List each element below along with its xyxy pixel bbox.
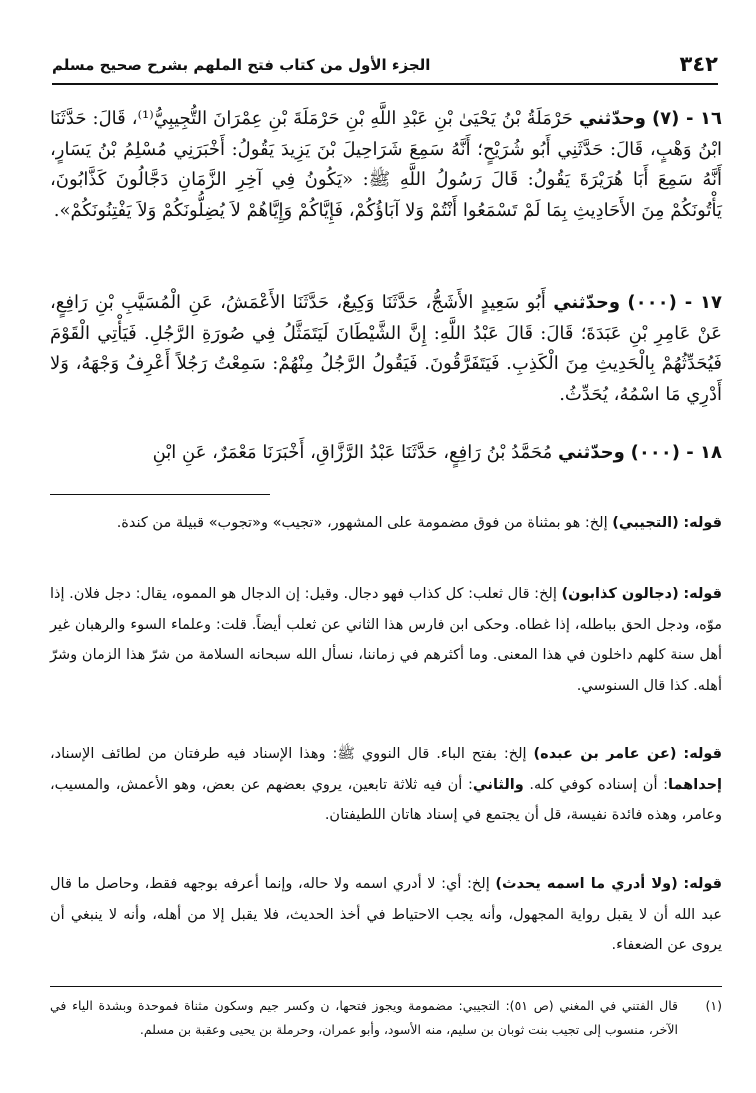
commentary-text: : أن فيه ثلاثة تابعين، يروي بعضهم عن بعض، وهو الأعمش، والمسيب، وعامر، وهذه فائدة نفيسة، قل أن يجتمع في إسناد هاتان اللطيفتان.	[50, 776, 722, 823]
commentary-emphasis: والثاني	[472, 776, 524, 793]
commentary-emphasis: إحداهما	[668, 776, 722, 793]
hadith-number: ١٦ - (٧)	[651, 108, 723, 129]
hadith-intro: وحدّثني	[579, 108, 646, 129]
commentary-keyword: (دجالون كذابون)	[561, 586, 679, 602]
commentary-label: قوله:	[683, 586, 722, 602]
hadith-text: حَرْمَلَةُ بْنُ يَحْيَىٰ بْنِ عَبْدِ اللَّهِ بْنِ حَرْمَلَةَ بْنِ عِمْرَانَ التُّجِيبِيُّ⁽¹⁾، قَالَ: حَدَّثَنَا ابْنُ وَهْبٍ، قَالَ: حَدَّثَنِي أَبُو شُرَيْحٍ؛ أَنَّهُ سَمِعَ شَرَاحِيلَ بْنَ يَزِيدَ يَقُولُ: أَخْبَرَنِي مُسْلِمُ بْنُ يَسَارٍ، أَنَّهُ سَمِعَ أَبَا هُرَيْرَةَ يَقُولُ: قَالَ رَسُولُ اللَّهِ ﷺ: «يَكُونُ فِي آخِرِ الزَّمَانِ دَجَّالُونَ كَذَّابُونَ، يَأْتُونَكُمْ مِنَ الأَحَادِيثِ بِمَا لَمْ تَسْمَعُوا أَنْتُمْ وَلا آبَاؤُكُمْ، فَإِيَّاكُمْ وَإِيَّاهُمْ لاَ يُضِلُّونَكُمْ وَلاَ يَفْتِنُونَكُمْ».	[50, 108, 722, 221]
hadith-text: أَبُو سَعِيدٍ الأَشَجُّ، حَدَّثَنَا وَكِيعٌ، حَدَّثَنَا الأَعْمَشُ، عَنِ الْمُسَيَّبِ بْنِ رَافِعٍ، عَنْ عَامِرِ بْنِ عَبَدَةَ؛ قَالَ: قَالَ عَبْدُ اللَّهِ: إِنَّ الشَّيْطَانَ لَيَتَمَثَّلُ فِي صُورَةِ الرَّجُلِ. فَيَأْتِي الْقَوْمَ فَيُحَدِّثُهُمْ بِالْحَدِيثِ مِنَ الْكَذِبِ. فَيَتَفَرَّقُونَ. فَيَقُولُ الرَّجُلُ مِنْهُمْ: سَمِعْتُ رَجُلاً أَعْرِفُ وَجْهَهُ، وَلا أَدْرِي مَا اسْمُهُ، يُحَدِّثُ.	[50, 292, 722, 405]
commentary-keyword: (ولا أدري ما اسمه يحدث)	[495, 876, 678, 892]
header-rule	[52, 83, 718, 85]
commentary-text: : أن إسناده كوفي كله.	[529, 776, 668, 793]
commentary-label: قوله:	[683, 515, 722, 531]
commentary-keyword: (التجيبي)	[612, 515, 679, 531]
commentary-tujibi	[50, 508, 722, 539]
commentary-text: إلخ: هو بمثناة من فوق مضمومة على المشهور، «تجيب» و«تجوب» قبيلة من كندة.	[116, 515, 608, 531]
footnote-divider	[50, 986, 722, 987]
page-number: ٣٤٢	[679, 52, 718, 76]
footnote-marker: (١)	[705, 998, 722, 1013]
hadith-18	[50, 438, 722, 469]
commentary-la-adri	[50, 869, 722, 961]
commentary-keyword: (عن عامر بن عبده)	[533, 746, 677, 762]
page-header	[52, 50, 718, 90]
footnote-text: قال الفتني في المغني (ص ٥١): التجيبي: مضمومة ويجوز فتحها، ن وكسر جيم وسكون مثناة فموحدة وبشدة الياء في الآخر، منسوب إلى تجيب بنت ثوبان بن سليم، منه الأسود، وأبو عمران، وحرملة بن يحيى وعقبة بن مسلم.	[50, 998, 678, 1037]
footnote	[50, 994, 722, 1042]
running-title: الجزء الأول من كتاب فتح الملهم بشرح صحيح مسلم	[52, 56, 431, 74]
hadith-intro: وحدّثني	[557, 442, 625, 463]
commentary-dajjalun	[50, 579, 722, 701]
hadith-text: مُحَمَّدُ بْنُ رَافِعٍ، حَدَّثَنَا عَبْدُ الرَّزَّاقِ، أَخْبَرَنَا مَعْمَرٌ، عَنِ ابْنِ	[152, 442, 553, 463]
hadith-16	[50, 104, 722, 226]
commentary-label: قوله:	[683, 876, 723, 892]
commentary-amir	[50, 739, 722, 831]
commentary-text: إلخ: قال ثعلب: كل كذاب فهو دجال. وقيل: إن الدجال هو المموه، يقال: دجل فلان. إذا موّه، ودجل الحق بباطله، إذا غطاه. وحكى ابن فارس هذا الثاني عن ثعلب أيضاً. قلت: وعلماء السوء والرهبان غير أهل سنة كلهم داخلون في هذا المعنى. وما أكثرهم في زماننا، نسأل الله سبحانه السلامة من شرّ هذا الزمان وشرّ أهله. كذا قال السنوسي.	[50, 586, 722, 694]
commentary-label: قوله:	[683, 746, 723, 762]
hadith-17	[50, 288, 722, 410]
section-divider	[50, 494, 270, 495]
hadith-number: ١٨ - (٠٠٠)	[630, 442, 722, 463]
hadith-intro: وحدّثني	[553, 292, 621, 313]
commentary-text: إلخ: بفتح الباء. قال النووي ﷺ: وهذا الإسناد فيه طرفتان من لطائف الإسناد،	[50, 746, 527, 762]
commentary-text: إلخ: أي: لا أدري اسمه ولا حاله، وإنما أعرفه بوجهه فقط، وحاصل ما قال عبد الله أن لا يقبل رواية المجهول، وأنه يجب الاحتياط في أخذ الحديث، فلا يقبل إلا من أهله، وأنه لا ينبغي أن يروى عن الضعفاء.	[50, 876, 722, 953]
hadith-number: ١٧ - (٠٠٠)	[627, 292, 722, 313]
